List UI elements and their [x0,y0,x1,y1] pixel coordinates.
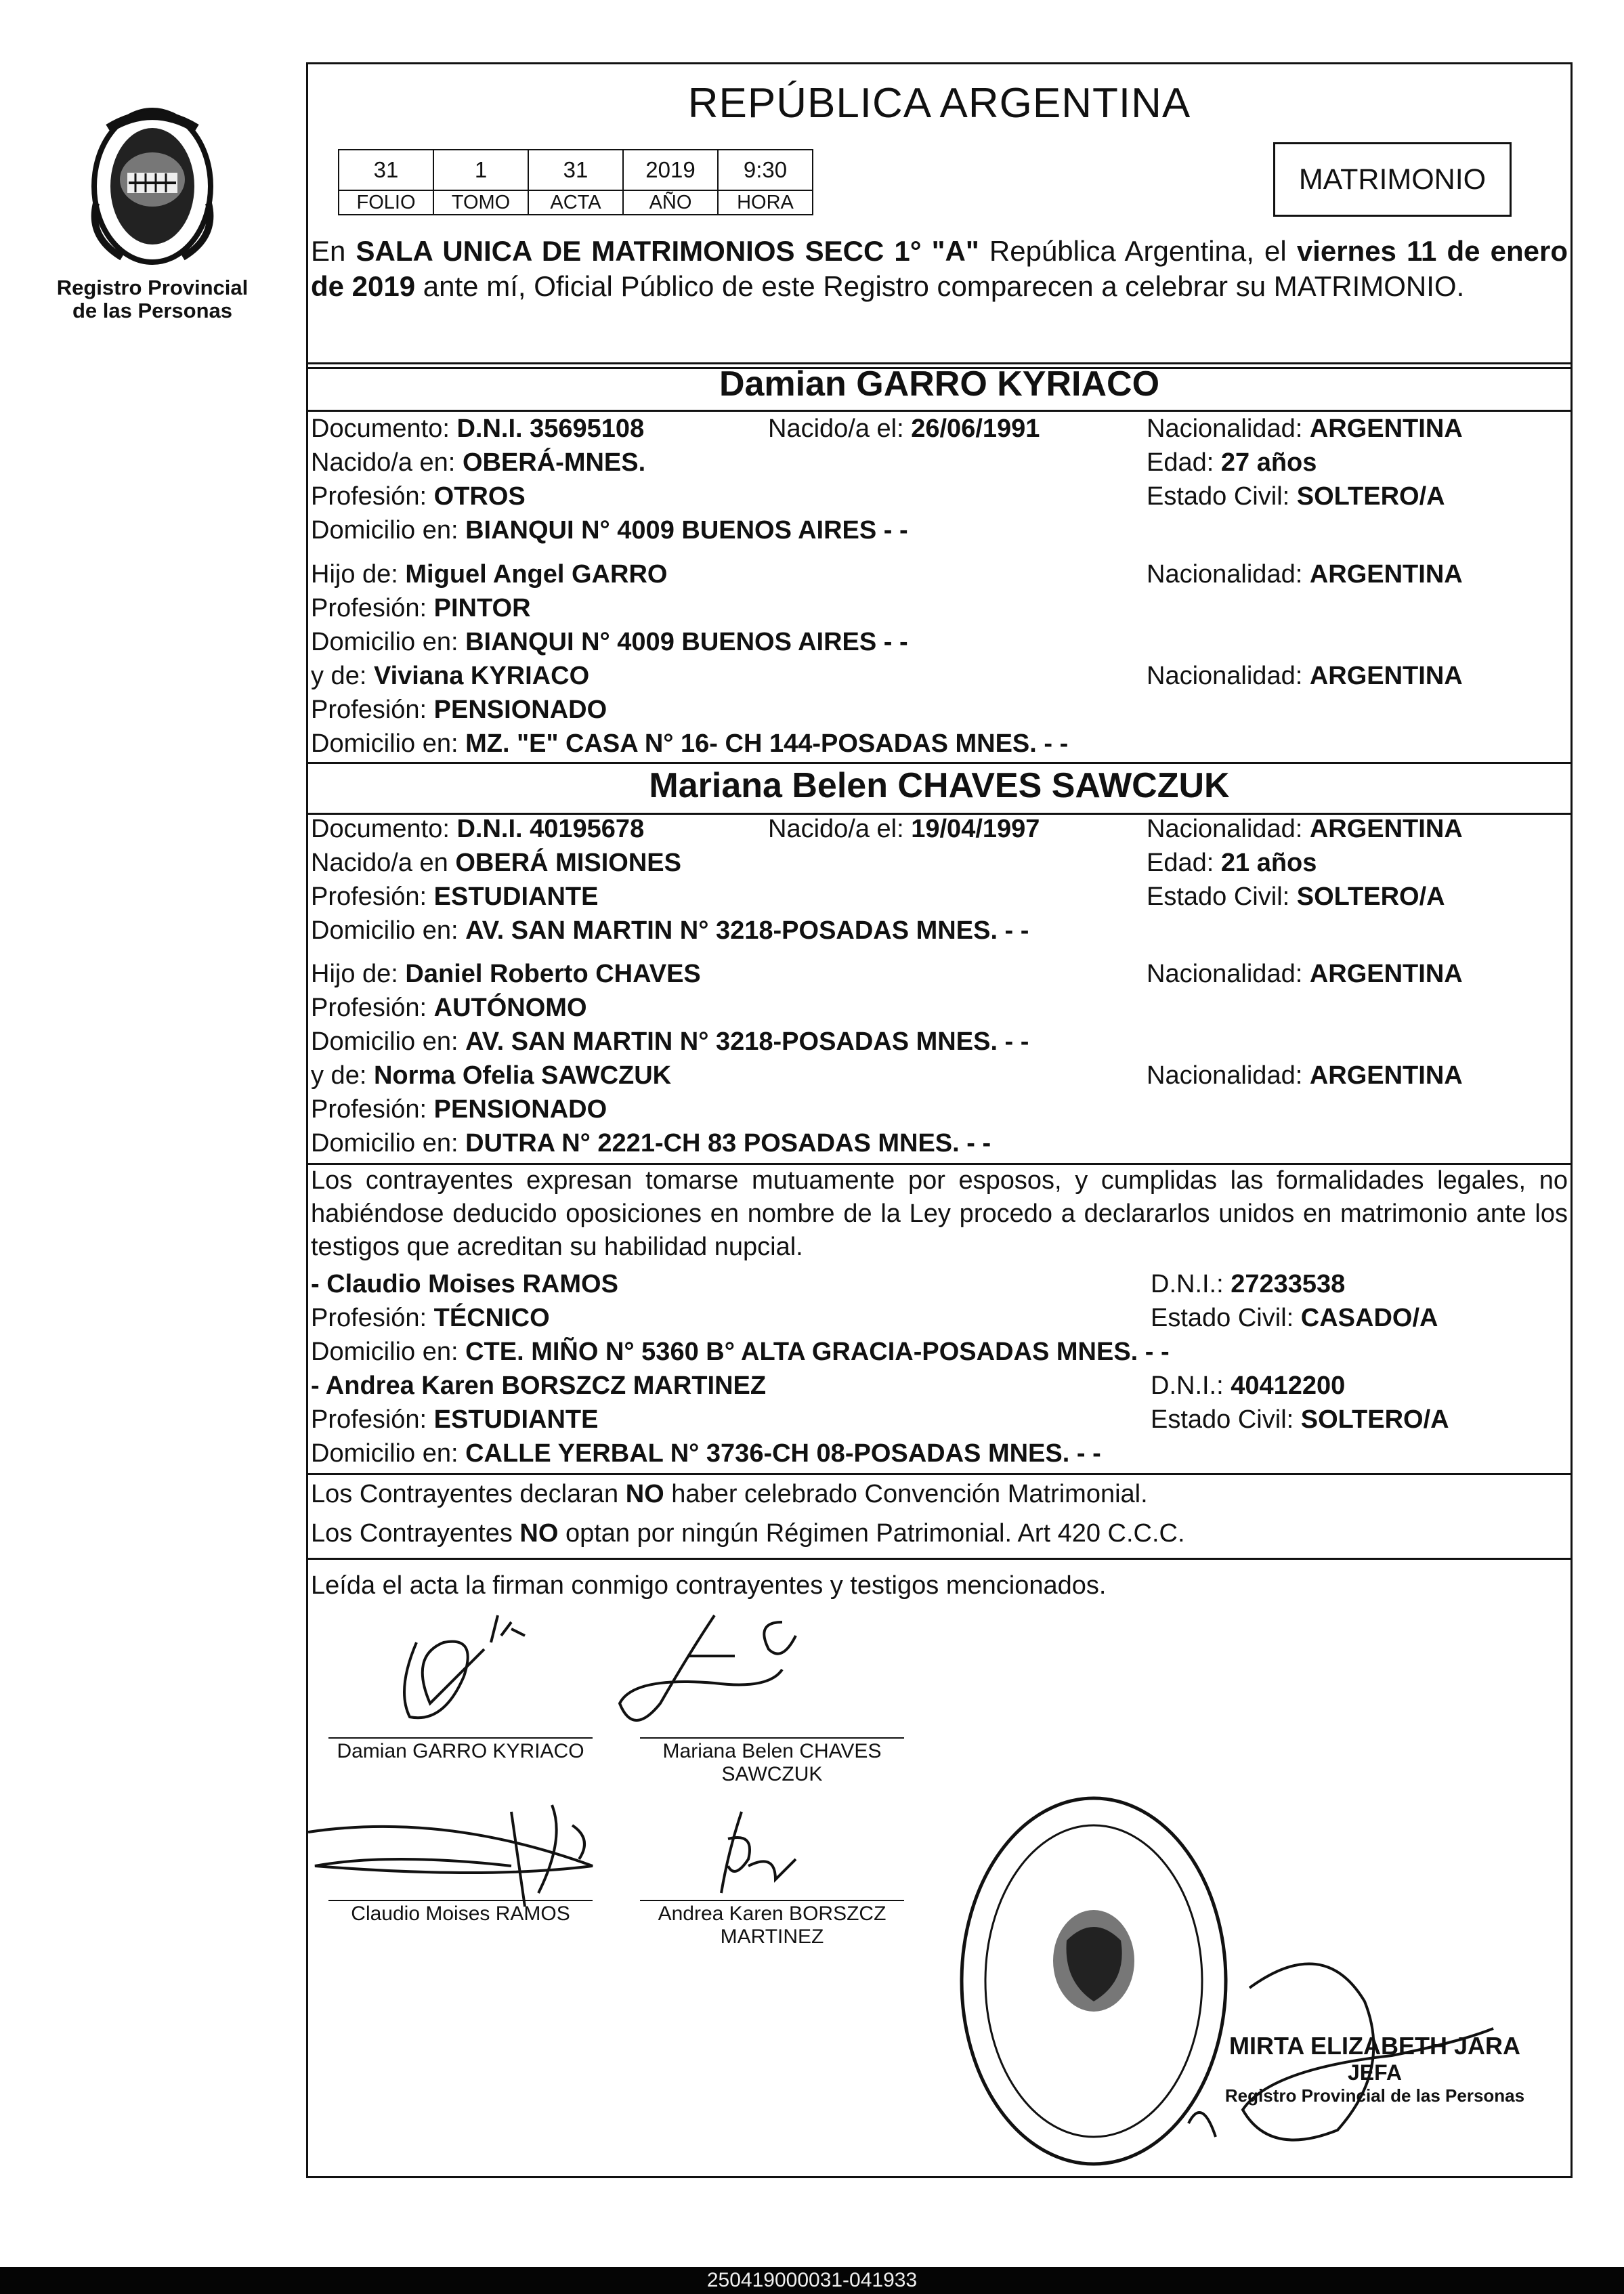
official-stamp-icon [962,1798,1226,2164]
hora-label: HORA [718,190,813,215]
spouse1-dni: D.N.I. 35695108 [456,415,645,443]
folio-value: 31 [339,150,433,190]
label: Domicilio en: [311,1439,458,1468]
spouse1-row-10 [311,729,1568,763]
no-emphasis: NO [519,1519,559,1548]
spouse1-row-6 [311,594,1568,628]
signature-4-icon [721,1812,796,1893]
document-code-bar: 250419000031-041933 [0,2267,1624,2294]
intro-date: viernes 11 de enero de 2019 [311,235,1568,302]
witness1-name: - Claudio Moises RAMOS [311,1270,618,1298]
signature-line [640,1737,904,1739]
folio-label: FOLIO [339,190,433,215]
witness1-address: CTE. MIÑO N° 5360 B° ALTA GRACIA-POSADAS MNES. - - [465,1338,1170,1366]
label: Nacionalidad: [1147,1061,1303,1090]
label: Domicilio en: [311,916,458,945]
spouse1-birthdate: 26/06/1991 [911,415,1040,443]
label: Nacionalidad: [1147,662,1303,690]
hora-value: 9:30 [718,150,813,190]
spouse2-civil-status: SOLTERO/A [1296,883,1445,911]
label: Profesión: [311,883,427,911]
spouse1-profession: OTROS [433,482,526,511]
divider [308,1473,1570,1475]
spouse1-row-1 [311,415,1568,448]
label: Documento: [311,415,450,443]
spouse2-row-3 [311,883,1568,916]
signature-name-3: Claudio Moises RAMOS [351,1903,570,1925]
signature-name-2 [640,1740,904,1786]
spouse2-mother-nationality: ARGENTINA [1309,1061,1463,1090]
spouse2-row-9 [311,1095,1568,1129]
signature-name-2b: SAWCZUK [721,1763,823,1785]
page-title: REPÚBLICA ARGENTINA [687,80,1191,127]
label: Estado Civil: [1151,1405,1294,1434]
spouse2-row-2 [311,849,1568,883]
label: Profesión: [311,994,427,1022]
label: Documento: [311,815,450,843]
witness2-name: - Andrea Karen BORSZCZ MARTINEZ [311,1372,767,1400]
spouse1-row-8 [311,662,1568,696]
official-signature-block [1205,2032,1544,2106]
text: Los Contrayentes declaran [311,1480,626,1508]
label: Domicilio en: [311,729,458,758]
spouse2-father-nationality: ARGENTINA [1309,960,1463,988]
spouse2-father-address: AV. SAN MARTIN N° 3218-POSADAS MNES. - - [465,1027,1029,1056]
spouse2-row-8 [311,1061,1568,1095]
label: Nacionalidad: [1147,560,1303,589]
spouse1-row-4 [311,516,1568,550]
marriage-certificate [306,62,1573,2178]
label: y de: [311,1061,367,1090]
provincial-registry-logo [54,102,251,322]
closing-line [311,1571,1568,1605]
spouse2-row-7 [311,1027,1568,1061]
label: Estado Civil: [1147,883,1290,911]
label: Hijo de: [311,960,398,988]
text: optan por ningún Régimen Patrimonial. Art 420 C.C.C. [558,1519,1185,1548]
witness1-profession: TÉCNICO [433,1304,550,1332]
spouse2-mother-address: DUTRA N° 2221-CH 83 POSADAS MNES. - - [465,1129,991,1157]
text: haber celebrado Convención Matrimonial. [664,1480,1148,1508]
witness2-address: CALLE YERBAL N° 3736-CH 08-POSADAS MNES. - - [465,1439,1101,1468]
label: Profesión: [311,594,427,622]
label: Profesión: [311,1095,427,1124]
spouse2-father-profession: AUTÓNOMO [433,994,587,1022]
official-role: JEFA [1347,2060,1403,2085]
convention-line-1 [311,1480,1568,1514]
witness2-row-3 [311,1439,1568,1473]
label: Domicilio en: [311,628,458,656]
spouse2-row-6 [311,994,1568,1027]
divider [308,1558,1570,1560]
witness2-row-1 [311,1372,1568,1405]
spouse2-row-5 [311,960,1568,994]
text: Los Contrayentes [311,1519,520,1548]
witness2-profession: ESTUDIANTE [433,1405,599,1434]
label: Nacionalidad: [1147,960,1303,988]
signature-line [328,1900,593,1901]
witness1-row-1 [311,1270,1568,1304]
label: Profesión: [311,482,427,511]
label: Profesión: [311,696,427,724]
spouse1-row-5 [311,560,1568,594]
label: Estado Civil: [1147,482,1290,511]
official-name: MIRTA ELIZABETH JARA [1229,2032,1520,2060]
divider [308,762,1570,764]
spouse2-birthplace: OBERÁ MISIONES [455,849,681,877]
acta-label: ACTA [528,190,623,215]
declaration-paragraph: Los contrayentes expresan tomarse mutuamente por esposos, y cumplidas las formalidades legales, no habiéndose deducido oposiciones en nombre de la Ley procedo a declararlos unidos en matrimonio ante los testigos que acreditan su habilidad nupcial. [311,1166,1568,1261]
signature-line [640,1900,904,1901]
label: D.N.I.: [1151,1372,1224,1400]
no-emphasis: NO [625,1480,664,1508]
spouse1-row-9 [311,696,1568,729]
spouse1-row-2 [311,448,1568,482]
signature-2-icon [620,1615,796,1720]
spouse1-age: 27 años [1220,448,1317,477]
signature-1-icon [491,1615,525,1642]
spouse1-mother: Viviana KYRIACO [373,662,590,690]
act-type-box: MATRIMONIO [1273,142,1512,217]
signature-3-icon [308,1805,593,1907]
spouse1-address: BIANQUI N° 4009 BUENOS AIRES - - [465,516,908,545]
spouse2-row-4 [311,916,1568,950]
spouse2-nationality: ARGENTINA [1309,815,1463,843]
label: Profesión: [311,1304,427,1332]
spouse2-mother: Norma Ofelia SAWCZUK [373,1061,672,1090]
label: D.N.I.: [1151,1270,1224,1298]
spouse1-birthplace: OBERÁ-MNES. [462,448,646,477]
tomo-label: TOMO [433,190,528,215]
label: Edad: [1147,849,1214,877]
signature-1-icon [404,1642,484,1718]
spouse1-mother-profession: PENSIONADO [433,696,607,724]
intro-paragraph [311,234,1568,304]
witness1-row-2 [311,1304,1568,1338]
spouse2-address: AV. SAN MARTIN N° 3218-POSADAS MNES. - - [465,916,1029,945]
label: Domicilio en: [311,516,458,545]
spouse1-father-address: BIANQUI N° 4009 BUENOS AIRES - - [465,628,908,656]
spouse2-birthdate: 19/04/1997 [911,815,1040,843]
spouse1-mother-nationality: ARGENTINA [1309,662,1463,690]
label: Estado Civil: [1151,1304,1294,1332]
spouse1-mother-address: MZ. "E" CASA N° 16- CH 144-POSADAS MNES. - - [465,729,1069,758]
spouse2-row-10 [311,1129,1568,1163]
intro-text-2: República Argentina, el [979,235,1297,267]
label: y de: [311,662,367,690]
tomo-value: 1 [433,150,528,190]
label: Nacido/a en: [311,448,456,477]
anio-value: 2019 [623,150,718,190]
label: Nacionalidad: [1147,415,1303,443]
spouse2-age: 21 años [1220,849,1317,877]
spouse2-name: Mariana Belen CHAVES SAWCZUK [649,766,1230,805]
witness1-dni: 27233538 [1231,1270,1346,1298]
label: Domicilio en: [311,1027,458,1056]
signature-name-2a: Mariana Belen CHAVES [662,1740,882,1762]
spouse2-row-1 [311,815,1568,849]
label: Profesión: [311,1405,427,1434]
spouse1-nationality: ARGENTINA [1309,415,1463,443]
signature-line [328,1737,593,1739]
spouse1-row-3 [311,482,1568,516]
spouse1-father: Miguel Angel GARRO [405,560,668,589]
label: Nacido/a el: [768,815,904,843]
label: Nacionalidad: [1147,815,1303,843]
witness1-row-3 [311,1338,1568,1372]
registry-table [338,149,813,215]
intro-text-1: En [311,235,356,267]
spouse1-row-7 [311,628,1568,662]
spouse1-father-profession: PINTOR [433,594,531,622]
intro-place: SALA UNICA DE MATRIMONIOS SECC 1° "A" [356,235,979,267]
label: Domicilio en: [311,1338,458,1366]
spouse1-father-nationality: ARGENTINA [1309,560,1463,589]
label: Hijo de: [311,560,398,589]
divider [308,410,1570,412]
logo-caption: Registro Provincial de las Personas [56,276,249,322]
signature-name-4 [640,1903,904,1949]
anio-label: AÑO [623,190,718,215]
convention-line-2 [311,1519,1568,1553]
label: Domicilio en: [311,1129,458,1157]
official-organization: Registro Provincial de las Personas [1224,2085,1525,2106]
spouse2-father: Daniel Roberto CHAVES [405,960,701,988]
signature-name-4b: MARTINEZ [720,1926,824,1948]
witness2-civil-status: SOLTERO/A [1300,1405,1449,1434]
spouse2-profession: ESTUDIANTE [433,883,599,911]
provincial-seal-icon [81,102,223,271]
label: Nacido/a el: [768,415,904,443]
acta-value: 31 [528,150,623,190]
witness1-civil-status: CASADO/A [1300,1304,1438,1332]
spouse2-dni: D.N.I. 40195678 [456,815,645,843]
label: Nacido/a en [311,849,448,877]
closing-text: Leída el acta la firman conmigo contrayentes y testigos mencionados. [311,1571,1107,1600]
spouse1-name: Damian GARRO KYRIACO [719,364,1160,404]
signature-name-1: Damian GARRO KYRIACO [337,1740,584,1762]
label: Edad: [1147,448,1214,477]
spouse1-civil-status: SOLTERO/A [1296,482,1445,511]
witness2-row-2 [311,1405,1568,1439]
intro-text-3: ante mí, Oficial Público de este Registro comparecen a celebrar su MATRIMONIO. [415,270,1465,302]
witness2-dni: 40412200 [1231,1372,1346,1400]
spouse2-mother-profession: PENSIONADO [433,1095,607,1124]
signature-name-4a: Andrea Karen BORSZCZ [658,1903,886,1925]
